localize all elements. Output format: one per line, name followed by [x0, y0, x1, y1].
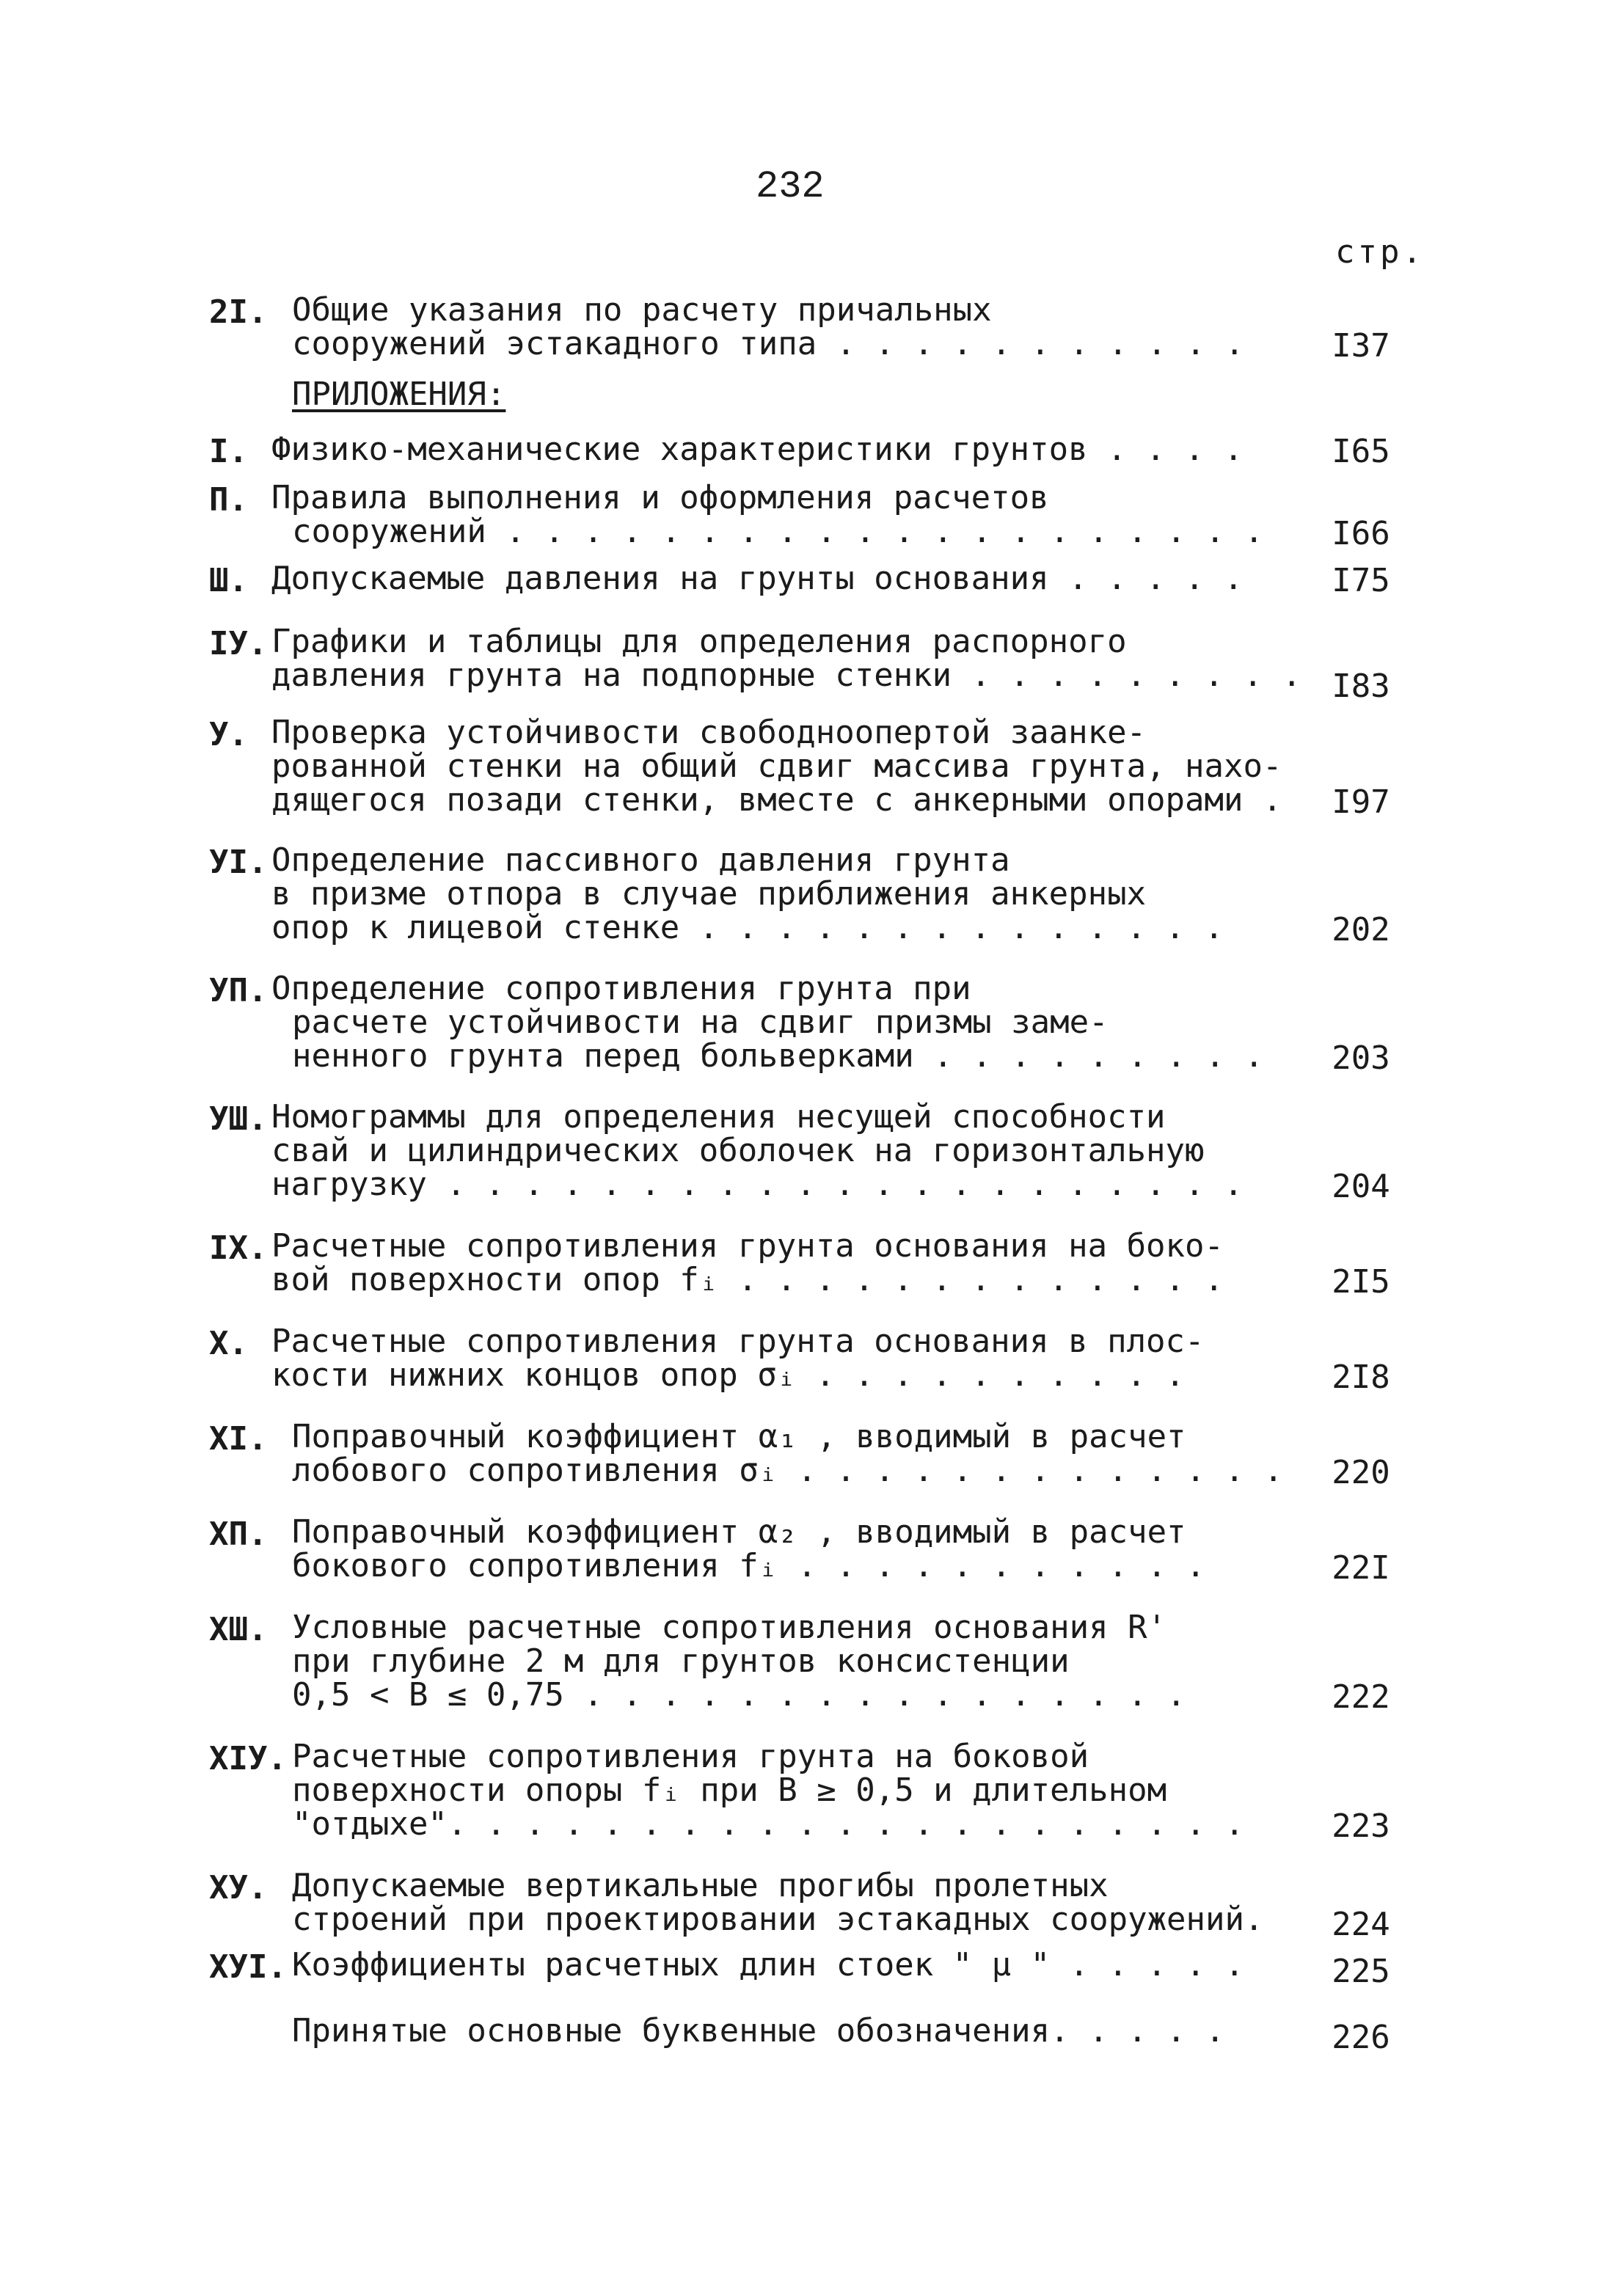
- entry-number: Ш.: [209, 562, 248, 599]
- entry-line: вой поверхности опор fᵢ . . . . . . . . . . . . .: [271, 1263, 1224, 1297]
- entry-line: лобового сопротивления σᵢ . . . . . . . . . . . . .: [292, 1454, 1284, 1488]
- entry-line: рованной стенки на общий сдвиг массива грунта, нахо-: [271, 750, 1282, 783]
- entry-line: Графики и таблицы для определения распорного: [271, 625, 1127, 659]
- entry-line: сооружений . . . . . . . . . . . . . . . . . . . .: [292, 515, 1264, 549]
- entry-title: [271, 716, 1394, 817]
- entry-page: 203: [1332, 1039, 1390, 1077]
- entry-page: 223: [1332, 1807, 1390, 1845]
- entry-line: при глубине 2 м для грунтов консистенции: [292, 1645, 1070, 1678]
- entry-title: [292, 1948, 1414, 1982]
- entry-number: У.: [209, 716, 248, 753]
- entry-page: 2I8: [1332, 1359, 1390, 1396]
- entry-line: Физико-механические характеристики грунтов . . . .: [271, 433, 1244, 467]
- entry-page: 2I5: [1332, 1263, 1390, 1301]
- entry-page: I97: [1332, 783, 1390, 821]
- entry-number: XУ.: [209, 1869, 268, 1906]
- entry-line: 0,5 < B ≤ 0,75 . . . . . . . . . . . . . . . .: [292, 1678, 1186, 1712]
- entry-title: [271, 844, 1394, 945]
- entry-page: 202: [1332, 911, 1390, 948]
- page-number: 232: [756, 165, 825, 208]
- entry-line: Номограммы для определения несущей способности: [271, 1100, 1166, 1134]
- entry-line: поверхности опоры fᵢ при B ≥ 0,5 и длительном: [292, 1774, 1167, 1807]
- entry-line: Допускаемые вертикальные прогибы пролетных: [292, 1869, 1109, 1903]
- entry-page: I66: [1332, 515, 1390, 552]
- entry-line: Условные расчетные сопротивления основания R': [292, 1611, 1167, 1645]
- entry-title: [292, 293, 1414, 361]
- entry-line: Расчетные сопротивления грунта на боковой: [292, 1740, 1089, 1774]
- entry-number: XУI.: [209, 1948, 287, 1986]
- entry-number: X.: [209, 1325, 248, 1362]
- entry-title: [271, 433, 1394, 467]
- entry-line: Принятые основные буквенные обозначения. . . . .: [292, 2014, 1225, 2048]
- entry-line: Определение пассивного давления грунта: [271, 844, 1010, 877]
- entry-line: "отдыхе". . . . . . . . . . . . . . . . . . . . .: [292, 1807, 1245, 1841]
- entry-line: Общие указания по расчету причальных: [292, 293, 992, 327]
- entry-number: XI.: [209, 1420, 268, 1458]
- entry-line: дящегося позади стенки, вместе с анкерными опорами .: [271, 783, 1282, 817]
- entry-title: [271, 625, 1394, 692]
- entry-number: XIУ.: [209, 1740, 287, 1777]
- entry-page: 220: [1332, 1454, 1390, 1491]
- entry-page: 226: [1332, 2019, 1390, 2056]
- entry-page: I65: [1332, 433, 1390, 470]
- entry-number: УI.: [209, 844, 268, 881]
- entry-title: [271, 481, 1394, 549]
- entry-line: в призме отпора в случае приближения анкерных: [271, 877, 1147, 911]
- entry-line: Коэффициенты расчетных длин стоек " μ " . . . . .: [292, 1948, 1245, 1982]
- entry-line: Допускаемые давления на грунты основания . . . . .: [271, 562, 1244, 596]
- appendix-heading: ПРИЛОЖЕНИЯ:: [292, 376, 506, 413]
- entry-page: 225: [1332, 1953, 1390, 1990]
- entry-line: Расчетные сопротивления грунта основания в плос-: [271, 1325, 1205, 1359]
- entry-line: давления грунта на подпорные стенки . . . . . . . . .: [271, 659, 1301, 692]
- entry-title: [292, 1420, 1414, 1488]
- entry-number: IУ.: [209, 625, 268, 662]
- entry-line: Правила выполнения и оформления расчетов: [271, 481, 1049, 515]
- entry-line: Поправочный коэффициент α₂ , вводимый в расчет: [292, 1516, 1186, 1549]
- entry-page: I75: [1332, 562, 1390, 599]
- entry-page: 22I: [1332, 1549, 1390, 1587]
- entry-number: УП.: [209, 972, 268, 1009]
- entry-line: свай и цилиндрических оболочек на горизонтальную: [271, 1134, 1205, 1168]
- entry-title: [271, 1100, 1394, 1202]
- entry-title: [292, 1611, 1414, 1712]
- entry-line: опор к лицевой стенке . . . . . . . . . . . . . .: [271, 911, 1224, 945]
- entry-number: УШ.: [209, 1100, 268, 1138]
- entry-page: I83: [1332, 668, 1390, 705]
- entry-page: 224: [1332, 1906, 1390, 1943]
- entry-line: Проверка устойчивости свободноопертой заанке-: [271, 716, 1147, 750]
- entry-line: кости нижних концов опор σᵢ . . . . . . . . . .: [271, 1359, 1186, 1392]
- entry-title: [292, 1740, 1414, 1841]
- entry-title: [292, 1869, 1414, 1937]
- entry-line: Поправочный коэффициент α₁ , вводимый в расчет: [292, 1420, 1186, 1454]
- entry-line: строений при проектировании эстакадных сооружений.: [292, 1903, 1264, 1937]
- entry-page: 222: [1332, 1678, 1390, 1716]
- entry-line: Определение сопротивления грунта при: [271, 972, 971, 1006]
- entry-title: [271, 562, 1394, 596]
- entry-line: нагрузку . . . . . . . . . . . . . . . . . . . . .: [271, 1168, 1244, 1202]
- entry-page: I37: [1332, 327, 1390, 365]
- page-column-header: стр.: [1335, 233, 1425, 271]
- entry-number: I.: [209, 433, 248, 470]
- entry-line: Расчетные сопротивления грунта основания на боко-: [271, 1229, 1224, 1263]
- entry-line: бокового сопротивления fᵢ . . . . . . . . . . .: [292, 1549, 1206, 1583]
- entry-title: [271, 1325, 1394, 1392]
- entry-number: 2I.: [209, 293, 268, 331]
- entry-title: [292, 1516, 1414, 1583]
- entry-number: XП.: [209, 1516, 268, 1553]
- entry-title: [292, 2014, 1414, 2048]
- entry-title: [271, 972, 1394, 1073]
- entry-title: [271, 1229, 1394, 1297]
- entry-line: ненного грунта перед больверками . . . . . . . . .: [292, 1039, 1264, 1073]
- entry-page: 204: [1332, 1168, 1390, 1205]
- entry-line: расчете устойчивости на сдвиг призмы заме-: [292, 1006, 1109, 1039]
- entry-number: П.: [209, 481, 248, 519]
- entry-number: XШ.: [209, 1611, 268, 1648]
- entry-number: IX.: [209, 1229, 268, 1267]
- entry-line: сооружений эстакадного типа . . . . . . . . . . .: [292, 327, 1245, 361]
